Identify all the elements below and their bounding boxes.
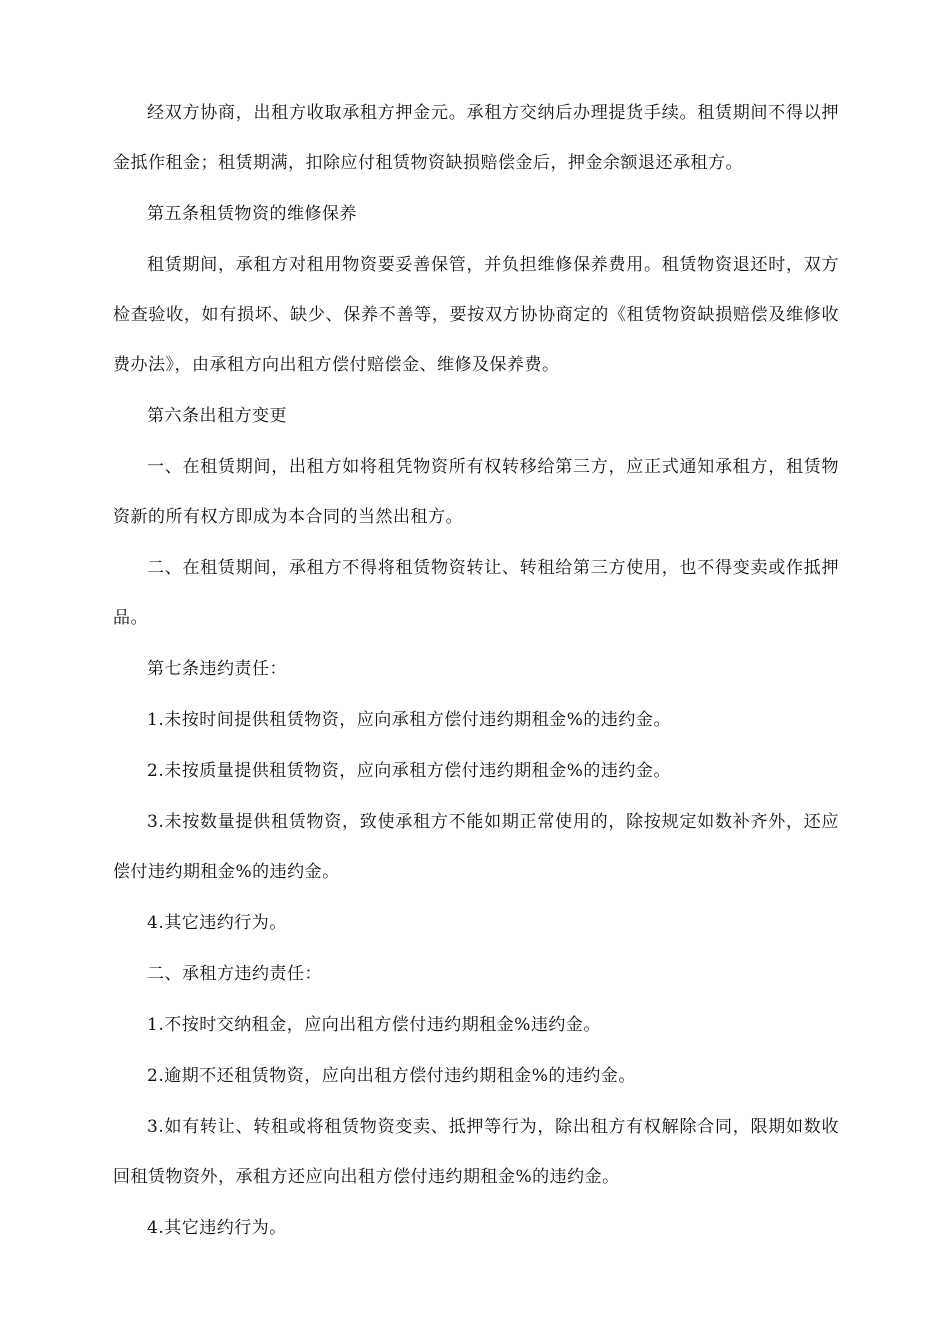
list-item: 2.未按质量提供租赁物资，应向承租方偿付违约期租金%的违约金。 <box>147 761 671 781</box>
list-item: 1.未按时间提供租赁物资，应向承租方偿付违约期租金%的违约金。 <box>147 710 671 730</box>
list-item: 3.未按数量提供租赁物资，致使承租方不能如期正常使用的，除按规定如数补齐外，还应偿付违约期租金%的违约金。 <box>113 812 839 882</box>
document-body <box>113 88 839 1254</box>
paragraph-maintenance: 租赁期间，承租方对租用物资要妥善保管，并负担维修保养费用。租赁物资退还时，双方检查验收，如有损坏、缺少、保养不善等，要按双方协协商定的《租赁物资缺损赔偿及维修收费办法》，由承租方向出租方偿付赔偿金、维修及保养费。 <box>113 255 839 375</box>
paragraph-deposit: 经双方协商，出租方收取承租方押金元。承租方交纳后办理提货手续。租赁期间不得以押金抵作租金；租赁期满，扣除应付租赁物资缺损赔偿金后，押金余额退还承租方。 <box>113 103 839 173</box>
heading-lessee-liability: 二、承租方违约责任： <box>147 964 322 984</box>
heading-article-7: 第七条违约责任： <box>147 659 287 679</box>
list-item: 3.如有转让、转租或将租赁物资变卖、抵押等行为，除出租方有权解除合同，限期如数收回租赁物资外，承租方还应向出租方偿付违约期租金%的违约金。 <box>113 1117 839 1187</box>
heading-article-6: 第六条出租方变更 <box>147 406 287 426</box>
paragraph-lessor-change-1: 一、在租赁期间，出租方如将租凭物资所有权转移给第三方，应正式通知承租方，租赁物资新的所有权方即成为本合同的当然出租方。 <box>113 457 839 527</box>
list-item: 4.其它违约行为。 <box>147 1218 287 1238</box>
list-item: 1.不按时交纳租金，应向出租方偿付违约期租金%违约金。 <box>147 1015 601 1035</box>
paragraph-lessor-change-2: 二、在租赁期间，承租方不得将租赁物资转让、转租给第三方使用，也不得变卖或作抵押品。 <box>113 558 839 628</box>
list-item: 2.逾期不还租赁物资，应向出租方偿付违约期租金%的违约金。 <box>147 1066 636 1086</box>
list-item: 4.其它违约行为。 <box>147 913 287 933</box>
heading-article-5: 第五条租赁物资的维修保养 <box>147 204 357 224</box>
